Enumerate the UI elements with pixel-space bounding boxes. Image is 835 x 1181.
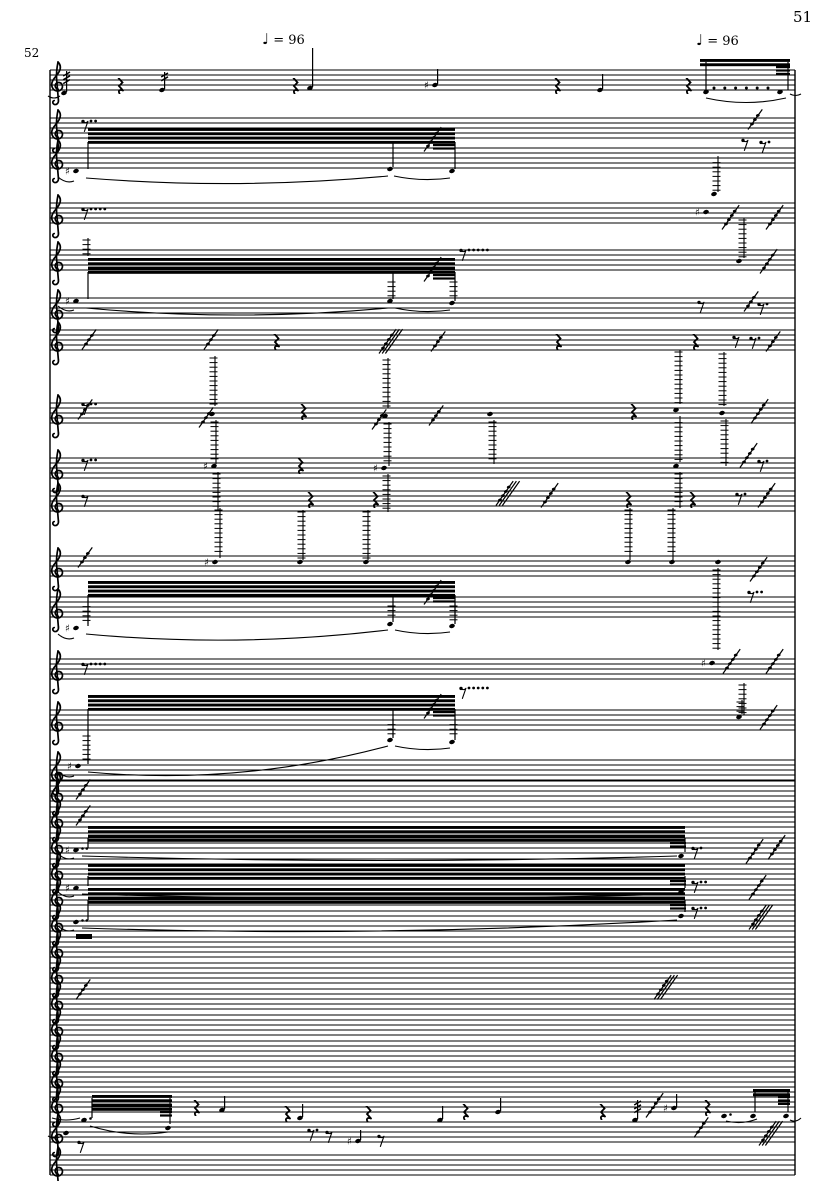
eighth-rest-icon (81, 120, 88, 132)
notehead (669, 559, 676, 565)
treble-clef-icon (52, 140, 63, 183)
notehead (387, 737, 394, 743)
notehead (449, 739, 456, 745)
sharp-icon: ♯ (203, 461, 208, 473)
quarter-rest-icon (309, 492, 314, 508)
notehead (783, 1113, 790, 1119)
notehead (487, 411, 494, 417)
notehead (63, 1130, 70, 1136)
eighth-rest-icon (459, 687, 466, 699)
sharp-icon: ♯ (65, 296, 70, 308)
treble-clef-icon (52, 589, 63, 632)
sharp-icon: ♯ (347, 1136, 352, 1148)
eighth-rest-icon (749, 337, 756, 349)
sharp-icon: ♯ (663, 1103, 668, 1115)
treble-clef-icon (52, 548, 63, 591)
sharp-icon: ♯ (65, 845, 70, 857)
notehead (721, 1113, 728, 1119)
page-number: 51 (793, 8, 813, 26)
sharp-icon: ♯ (65, 166, 70, 178)
notehead (715, 559, 722, 565)
notehead (73, 625, 80, 631)
ledger-columns (83, 156, 747, 762)
notehead (703, 209, 710, 215)
notehead (750, 1113, 757, 1119)
notehead (73, 168, 80, 174)
eighth-rest-icon (691, 907, 698, 919)
quarter-rest-icon (691, 492, 696, 508)
quarter-rest-icon (286, 1106, 291, 1122)
sharp-icon: ♯ (373, 463, 378, 475)
quarter-rest-icon (275, 334, 280, 350)
eighth-rest-icon (697, 301, 704, 313)
notehead (678, 913, 685, 919)
notehead (387, 621, 394, 627)
eighth-rest-icon (307, 1129, 314, 1141)
tempo-value: = 96 (707, 34, 739, 49)
eighth-rests (77, 120, 770, 1153)
dotted-lines (713, 87, 770, 90)
eighth-rest-icon (759, 141, 766, 153)
sharp-icon: ♯ (67, 761, 72, 773)
notehead (387, 166, 394, 172)
quarter-note-icon: ♩ (262, 30, 270, 48)
sharp-icon: ♯ (65, 883, 70, 895)
quarter-rest-icon (302, 404, 307, 420)
eighth-rest-icon (757, 460, 764, 472)
treble-clef-icon (52, 651, 63, 694)
notehead (711, 191, 718, 197)
note-stems (88, 62, 788, 1124)
notehead (678, 853, 685, 859)
sharp-icon: ♯ (695, 207, 700, 219)
quarter-rest-icon (374, 492, 379, 508)
treble-clef-icon (52, 702, 63, 745)
quarter-rest-icon (632, 404, 637, 420)
notehead (73, 919, 80, 925)
tempo-value: = 96 (273, 33, 305, 48)
treble-clef-icon (52, 195, 63, 238)
sharp-icon: ♯ (424, 80, 429, 92)
notehead (709, 660, 716, 666)
eighth-rest-icon (691, 881, 698, 893)
treble-clef-icon (52, 242, 63, 285)
eighth-rest-icon (81, 459, 88, 471)
quarter-note-icon: ♩ (696, 31, 704, 49)
quarter-rest-icon (299, 458, 304, 474)
quarter-rest-icon (627, 492, 632, 508)
eighth-rest-icon (741, 139, 748, 151)
notehead (449, 623, 456, 629)
notehead (75, 763, 82, 769)
clefs (52, 62, 63, 1181)
notehead (449, 168, 456, 174)
notehead (212, 559, 219, 565)
staff-lines (50, 70, 795, 1175)
quarter-rests (119, 78, 711, 1122)
notehead (297, 559, 304, 565)
quarter-rest-icon (694, 334, 699, 350)
slurs-and-ties (48, 94, 801, 1138)
measure-number: 52 (24, 46, 40, 60)
notehead (736, 258, 743, 264)
quarter-rest-icon (367, 1106, 372, 1122)
eighth-rest-icon (735, 493, 742, 505)
dash-marks (76, 934, 92, 939)
eighth-rest-icon (732, 336, 739, 348)
tremolo-beam-blocks (88, 59, 790, 1111)
notehead (381, 465, 388, 471)
eighth-rest-icon (377, 1135, 384, 1147)
notehead (719, 410, 726, 416)
sharp-icon: ♯ (65, 623, 70, 635)
quarter-rest-icon (557, 334, 562, 350)
sharp-icon: ♯ (204, 557, 209, 569)
notehead (449, 300, 456, 306)
treble-clef-icon (52, 395, 63, 438)
sharp-icon: ♯ (701, 658, 706, 670)
notehead (165, 1125, 172, 1131)
